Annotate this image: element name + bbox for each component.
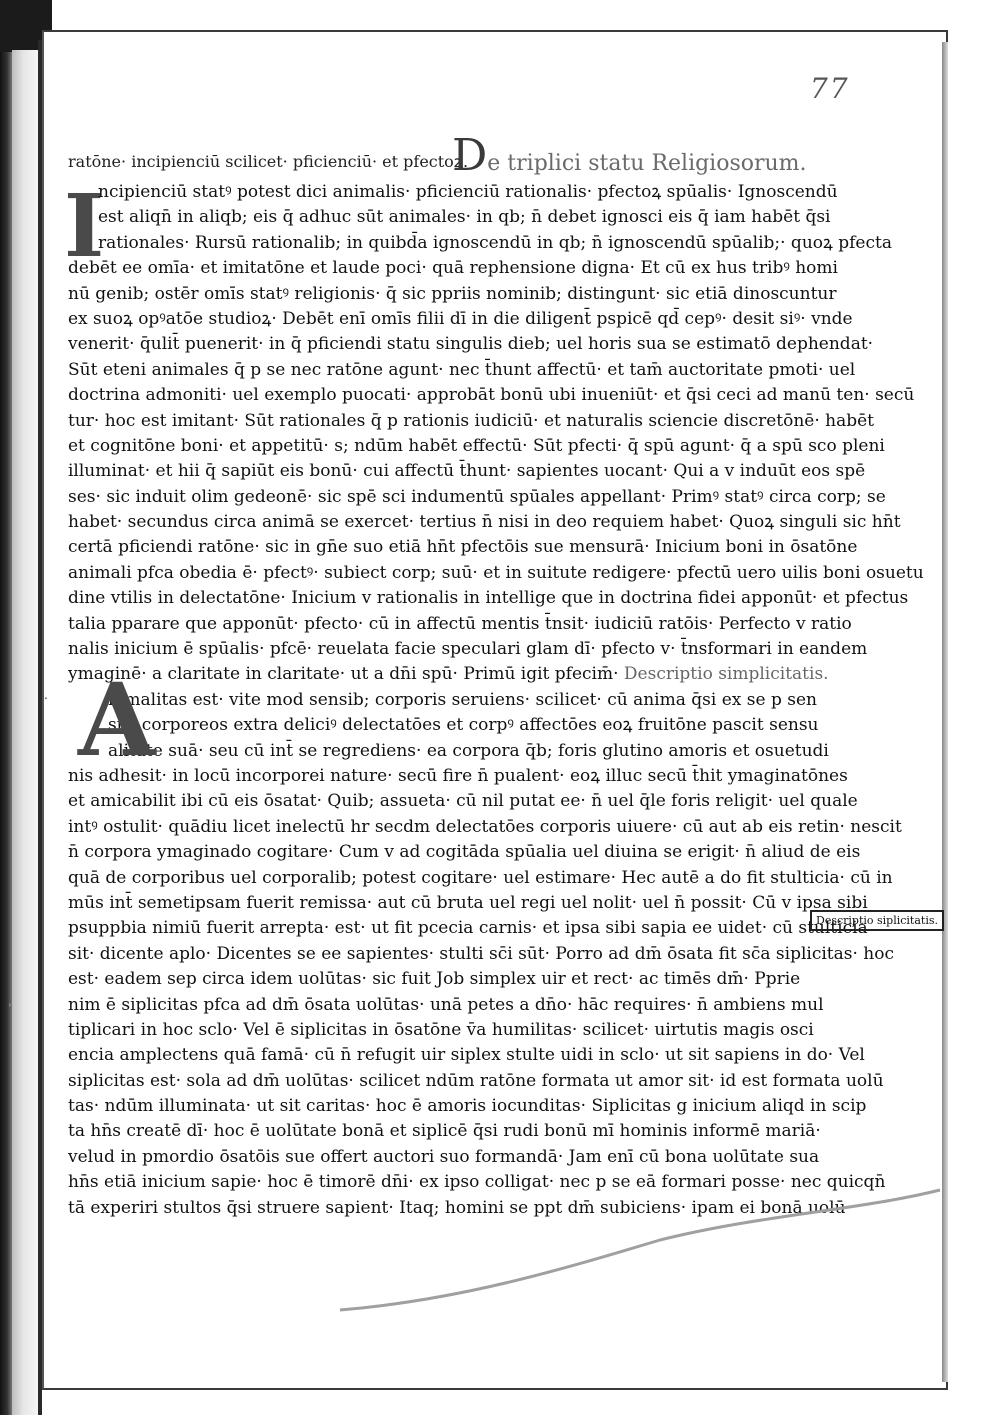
text-line: et cognitōne boni· et appetitū· s; ndūm habēt effectū· Sūt pfecti· q̄ spū agunt· q̄ a spū sco pleni	[68, 435, 885, 456]
text-line: certā pficiendi ratōne· sic in gn̄e suo etiā hn̄t pfectōis sue mensurā· Inicium boni in ōsatōne	[68, 537, 858, 558]
text-line: animali pfca obedia ē· pfectꝰ· subiect corp; suū· et in suitute redigere· pfectū uero uilis boni osuetu	[68, 562, 924, 583]
book-binding	[0, 0, 12, 1415]
text-line: nim ē siplicitas pfca ad dm̄ ōsata uolūtas· unā petes a dn̄o· hāc requires· n̄ ambiens mul	[68, 994, 824, 1015]
ink-stroke	[340, 1190, 940, 1320]
text-line: ta hn̄s creatē dī· hoc ē uolūtate bonā et siplicē q̄si rudi bonū mī hominis informē mariā·	[68, 1121, 821, 1142]
text-line: tā experiri stultos q̄si struere sapient· Itaq; homini se ppt dm̄ subiciens· ipam ei bonā uolū	[68, 1197, 846, 1218]
text-line: dine vtilis in delectatōne· Inicium v rationalis in intellige que in doctrina fidei apponūt· et pfectus	[68, 588, 909, 609]
text-line: est aliqn̄ in aliqb; eis q̄ adhuc sūt animales· in qb; n̄ debet ignosci eis q̄ iam habēt q̄si	[98, 207, 831, 228]
text-line: mūs int̄ semetipsam fuerit remissa· aut cū bruta uel regi uel nolit· uel n̄ possit· Cū v ipsa sibi	[68, 892, 868, 913]
text-line: tiplicari in hoc sclo· Vel ē siplicitas in ōsatōne v̄a humilitas· scilicet· uirtutis magis osci	[68, 1019, 814, 1040]
text-line: n̄ corpora ymaginado cogitare· Cum v ad cogitāda spūalia uel diuina se erigit· n̄ aliud de eis	[68, 842, 861, 863]
text-line: nalis inicium ē spūalis· pfcē· reuelata facie speculari glam dī· pfecto v· t̄nsformari in eandem	[68, 639, 868, 660]
text-line: illuminat· et hii q̄ sapiūt eis bonū· cui affectū t̄hunt· sapientes uocant· Qui a v induūt eos spē	[68, 461, 866, 482]
text-line: hn̄s etiā inicium sapie· hoc ē timorē dn̄i· ex ipso colligat· nec p se eā formari posse· nec quicqn̄	[68, 1172, 886, 1193]
heading-initial: D	[452, 130, 488, 181]
text-line: nis adhesit· in locū incorporei nature· secū fire n̄ pualent· eoꝝ illuc secū t̄hit ymaginatōnes	[68, 765, 848, 786]
text-line: habet· secundus circa animā se exercet· tertius n̄ nisi in deo requiem habet· Quoꝝ singuli sic hn̄t	[68, 512, 901, 533]
text-line: tur· hoc est imitant· Sūt rationales q̄ p rationis iudiciū· et naturalis sciencie discretōnē· habēt	[68, 410, 874, 431]
text-line: psuppbia nimiū fuerit arrepta· est· ut fit pcecia carnis· et ipsa sibi sapia ee uidet· cū stulticia	[68, 918, 868, 939]
text-line: velud in pmordio ōsatōis sue offert auctori suo formandā· Jam enī cū bona uolūtate sua	[68, 1146, 820, 1167]
decorated-initial-a: A	[78, 661, 156, 779]
text-line: nimalitas est· vite mod sensib; corporis seruiens· scilicet· cū anima q̄si ex se p sen	[108, 689, 817, 710]
text-line: ncipienciū statꝰ potest dici animalis· pficienciū rationalis· pfectoꝝ spūalis· Ignoscendū	[98, 182, 838, 202]
section-one	[68, 180, 924, 662]
text-line: sus corporeos extra deliciꝰ delectatōes et corpꝰ affectōes eoꝝ fruitōne pascit sensu	[108, 715, 819, 736]
margin-mark: ,	[8, 994, 12, 1008]
text-line: tas· ndūm illuminata· ut sit caritas· hoc ē amoris iocunditas· Siplicitas g inicium aliqd in scip	[68, 1096, 867, 1117]
text-line: talia pparare que apponūt· pfecto· cū in affectū mentis t̄nsit· iudiciū ratōis· Perfecto v ratio	[68, 613, 852, 634]
section-one-tail: ymaginē· a claritate in claritate· ut a dn̄i spū· Primū igit pfecim̄·	[68, 664, 619, 685]
text-line: intꝰ ostulit· quādiu licet inelectū hr secdm delectatōes corporis uiuere· cū aut ab eis retin· nescit	[68, 816, 902, 837]
text-line: venerit· q̄ulit̄ puenerit· in q̄ pficiendi statu singulis dieb; uel horis sua se estimatō dephendat·	[68, 334, 874, 355]
first-line: ratōne· incipienciū scilicet· pficienciū· et pfectoꝝ.	[68, 152, 469, 171]
text-line: et amicabilit ibi cū eis ōsatat· Quib; assueta· cū nil putat ee· n̄ uel q̄le foris religit· uel quale	[68, 791, 858, 812]
text-line: Sūt eteni animales q̄ p se nec ratōne agunt· nec t̄hunt affectū· et tam̄ auctoritate pmoti· uel	[68, 359, 856, 380]
margin-note: Descriptio siplicitatis.	[810, 910, 944, 931]
text-line: alitate suā· seu cū int̄ se regrediens· ea corpora q̄b; foris glutino amoris et osuetudi	[108, 740, 829, 761]
text-line: doctrina admoniti· uel exemplo puocati· approbāt bonū ubi inueniūt· et q̄si ceci ad manū ten· secū	[68, 385, 915, 406]
text-line: siplicitas est· sola ad dm̄ uolūtas· scilicet ndūm ratōne formata ut amor sit· id est formata uolū	[68, 1070, 884, 1091]
decorated-initial-i: I	[64, 176, 105, 277]
text-line: encia amplectens quā famā· cū n̄ refugit uir siplex stulte uidi in sclo· ut sit sapiens in do· Vel	[68, 1045, 865, 1066]
text-line: est· eadem sep circa idem uolūtas· sic fuit Job simplex uir et rect· ac timēs dm̄· Pprie	[68, 969, 801, 990]
rubric-inline: Descriptio simplicitatis.	[623, 664, 829, 685]
heading-rubric	[452, 130, 807, 181]
section-one-last-line	[68, 662, 828, 687]
text-line: sit· dicente aplo· Dicentes se ee sapientes· stulti sc̄i sūt· Porro ad dm̄ ōsata fit sc̄a siplicitas· hoc	[68, 943, 895, 964]
text-line: debēt ee omīa· et imitatōne et laude poci· quā rephensione digna· Et cū ex hus tribꝰ homi	[68, 258, 838, 279]
folio-number: 77	[810, 72, 850, 105]
text-line: ex suoꝝ opꝰatōe studioꝝ· Debēt enī omīs filii dī in die diligent̄ pspicē qd̄ cepꝰ· desit siꝰ· vnde	[68, 308, 853, 329]
text-line: nū genib; ostēr omīs statꝰ religionis· q̄ sic ppriis nominib; distingunt· sic etiā dinoscuntur	[68, 283, 837, 304]
text-line: rationales· Rursū rationalib; in quibd̄a ignoscendū in qb; n̄ ignoscendū spūalib;· quoꝝ pfecta	[98, 232, 892, 253]
text-line: ses· sic induit olim gedeonē· sic spē sci indumentū spūales appellant· Primꝰ statꝰ circa corp; se	[68, 486, 886, 507]
margin-mark: .	[44, 688, 48, 702]
page-gutter	[12, 50, 40, 1415]
text-line: quā de corporibus uel corporalib; potest cogitare· uel estimare· Hec autē a do fit stulticia· cū in	[68, 867, 893, 888]
heading-text: e triplici statu Religiosorum.	[487, 151, 807, 176]
